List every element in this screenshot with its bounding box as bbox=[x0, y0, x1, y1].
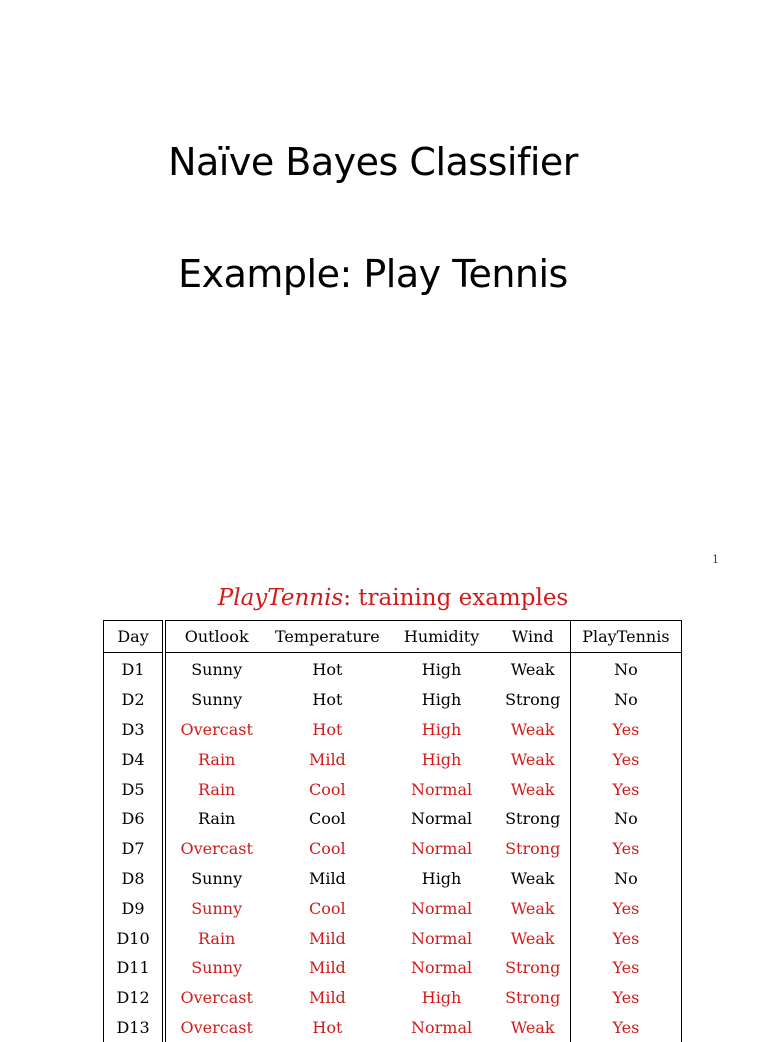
table-header-row bbox=[104, 621, 682, 653]
cell-playtennis: Yes bbox=[570, 744, 681, 774]
cell-wind: Weak bbox=[496, 774, 571, 804]
cell-wind: Weak bbox=[496, 864, 571, 894]
cell-temperature: Mild bbox=[267, 923, 387, 953]
cell-day: D6 bbox=[104, 804, 165, 834]
cell-playtennis: Yes bbox=[570, 715, 681, 745]
cell-day: D9 bbox=[104, 893, 165, 923]
cell-humidity: Normal bbox=[387, 1013, 495, 1042]
cell-temperature: Mild bbox=[267, 953, 387, 983]
cell-day: D5 bbox=[104, 774, 165, 804]
cell-temperature: Hot bbox=[267, 1013, 387, 1042]
cell-playtennis: Yes bbox=[570, 834, 681, 864]
table-row bbox=[104, 893, 682, 923]
header-temperature: Temperature bbox=[267, 621, 387, 653]
cell-day: D4 bbox=[104, 744, 165, 774]
cell-humidity: Normal bbox=[387, 893, 495, 923]
cell-temperature: Hot bbox=[267, 685, 387, 715]
cell-wind: Strong bbox=[496, 804, 571, 834]
cell-playtennis: Yes bbox=[570, 983, 681, 1013]
table-row bbox=[104, 804, 682, 834]
cell-outlook: Rain bbox=[164, 923, 267, 953]
cell-wind: Weak bbox=[496, 893, 571, 923]
table-row bbox=[104, 685, 682, 715]
table-row bbox=[104, 1013, 682, 1042]
cell-humidity: High bbox=[387, 744, 495, 774]
cell-playtennis: Yes bbox=[570, 953, 681, 983]
cell-playtennis: No bbox=[570, 653, 681, 685]
cell-playtennis: No bbox=[570, 685, 681, 715]
cell-humidity: Normal bbox=[387, 834, 495, 864]
cell-playtennis: Yes bbox=[570, 893, 681, 923]
table-row bbox=[104, 715, 682, 745]
training-examples-table-wrap bbox=[103, 620, 682, 1042]
slide-title-line-2: Example: Play Tennis bbox=[0, 252, 746, 296]
cell-temperature: Mild bbox=[267, 744, 387, 774]
cell-humidity: Normal bbox=[387, 953, 495, 983]
cell-humidity: High bbox=[387, 685, 495, 715]
cell-outlook: Rain bbox=[164, 774, 267, 804]
cell-wind: Weak bbox=[496, 744, 571, 774]
cell-outlook: Overcast bbox=[164, 715, 267, 745]
cell-humidity: High bbox=[387, 864, 495, 894]
cell-wind: Strong bbox=[496, 983, 571, 1013]
cell-day: D2 bbox=[104, 685, 165, 715]
header-playtennis: PlayTennis bbox=[570, 621, 681, 653]
header-outlook: Outlook bbox=[164, 621, 267, 653]
cell-wind: Strong bbox=[496, 685, 571, 715]
cell-outlook: Overcast bbox=[164, 983, 267, 1013]
cell-wind: Weak bbox=[496, 923, 571, 953]
cell-playtennis: Yes bbox=[570, 774, 681, 804]
table-caption-text: : training examples bbox=[343, 585, 568, 611]
cell-temperature: Mild bbox=[267, 864, 387, 894]
training-examples-table bbox=[103, 620, 682, 1042]
cell-playtennis: Yes bbox=[570, 923, 681, 953]
cell-wind: Strong bbox=[496, 953, 571, 983]
table-row bbox=[104, 834, 682, 864]
cell-outlook: Overcast bbox=[164, 1013, 267, 1042]
cell-temperature: Cool bbox=[267, 834, 387, 864]
header-wind: Wind bbox=[496, 621, 571, 653]
table-row bbox=[104, 774, 682, 804]
cell-day: D13 bbox=[104, 1013, 165, 1042]
cell-wind: Strong bbox=[496, 834, 571, 864]
cell-day: D11 bbox=[104, 953, 165, 983]
cell-temperature: Cool bbox=[267, 893, 387, 923]
cell-wind: Weak bbox=[496, 715, 571, 745]
cell-wind: Weak bbox=[496, 653, 571, 685]
table-row bbox=[104, 653, 682, 685]
cell-outlook: Sunny bbox=[164, 893, 267, 923]
cell-outlook: Rain bbox=[164, 804, 267, 834]
cell-playtennis: No bbox=[570, 864, 681, 894]
table-row bbox=[104, 953, 682, 983]
cell-outlook: Sunny bbox=[164, 685, 267, 715]
cell-day: D8 bbox=[104, 864, 165, 894]
cell-temperature: Hot bbox=[267, 653, 387, 685]
cell-wind: Weak bbox=[496, 1013, 571, 1042]
cell-day: D1 bbox=[104, 653, 165, 685]
header-day: Day bbox=[104, 621, 165, 653]
cell-humidity: Normal bbox=[387, 774, 495, 804]
cell-humidity: Normal bbox=[387, 923, 495, 953]
cell-temperature: Cool bbox=[267, 774, 387, 804]
cell-humidity: High bbox=[387, 983, 495, 1013]
table-caption-italic: PlayTennis bbox=[218, 585, 344, 611]
cell-temperature: Cool bbox=[267, 804, 387, 834]
table-row bbox=[104, 744, 682, 774]
table-row bbox=[104, 864, 682, 894]
table-row bbox=[104, 923, 682, 953]
cell-outlook: Sunny bbox=[164, 953, 267, 983]
cell-humidity: Normal bbox=[387, 804, 495, 834]
table-caption bbox=[0, 585, 768, 611]
cell-day: D7 bbox=[104, 834, 165, 864]
cell-day: D12 bbox=[104, 983, 165, 1013]
cell-playtennis: No bbox=[570, 804, 681, 834]
table-body bbox=[104, 653, 682, 1042]
cell-outlook: Overcast bbox=[164, 834, 267, 864]
cell-day: D3 bbox=[104, 715, 165, 745]
cell-day: D10 bbox=[104, 923, 165, 953]
cell-outlook: Sunny bbox=[164, 864, 267, 894]
cell-playtennis: Yes bbox=[570, 1013, 681, 1042]
slide-title-line-1: Naïve Bayes Classifier bbox=[0, 140, 746, 184]
cell-outlook: Sunny bbox=[164, 653, 267, 685]
page-number: 1 bbox=[712, 553, 719, 566]
table-row bbox=[104, 983, 682, 1013]
header-humidity: Humidity bbox=[387, 621, 495, 653]
cell-humidity: High bbox=[387, 715, 495, 745]
cell-temperature: Mild bbox=[267, 983, 387, 1013]
cell-temperature: Hot bbox=[267, 715, 387, 745]
cell-humidity: High bbox=[387, 653, 495, 685]
cell-outlook: Rain bbox=[164, 744, 267, 774]
